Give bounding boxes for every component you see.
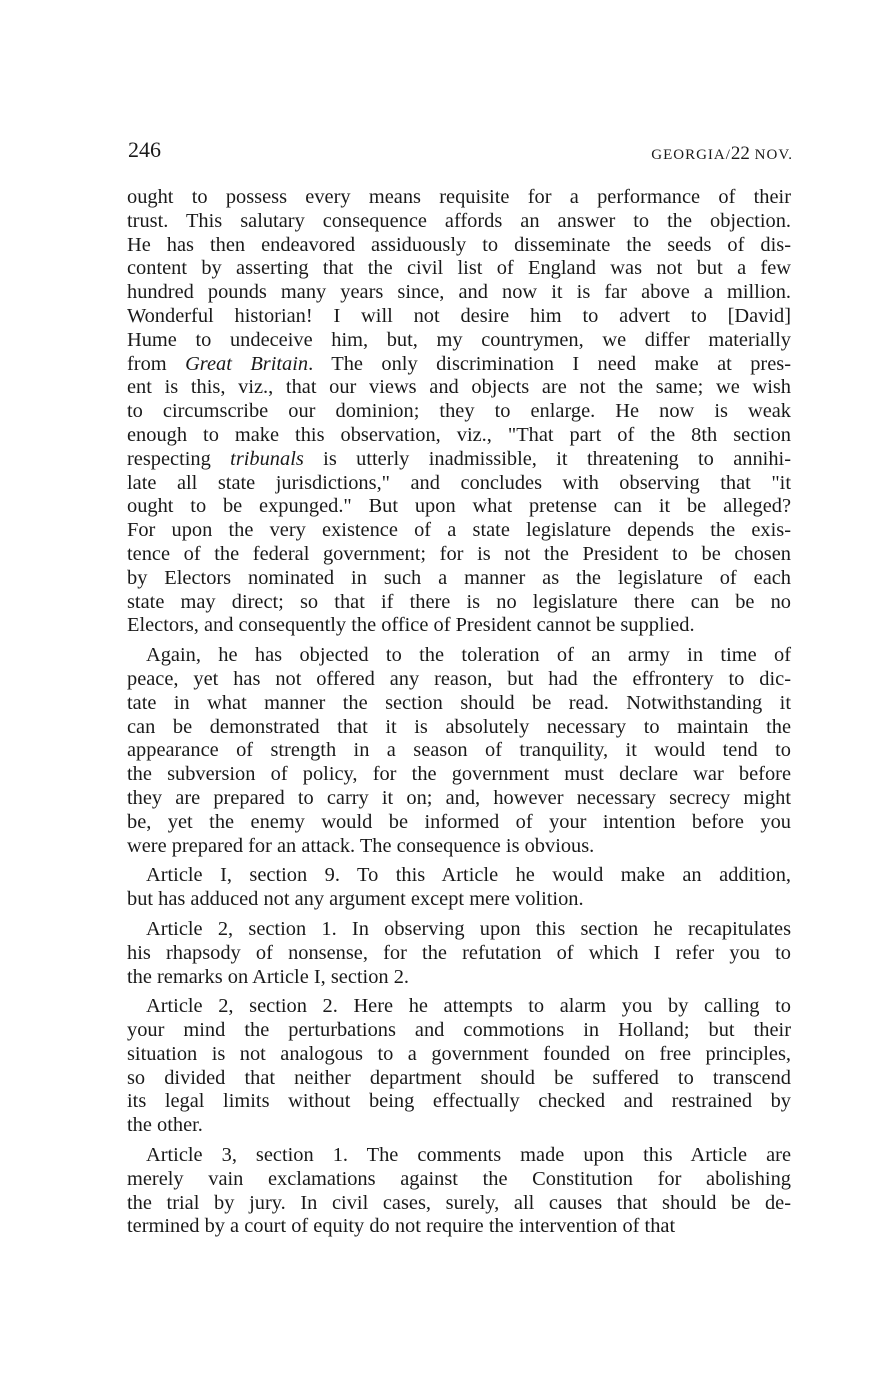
text-line: merely vain exclamations against the Constitution for abolishing	[127, 1167, 791, 1190]
text-line: late all state jurisdictions," and concludes with observing that "it	[127, 471, 791, 494]
paragraph	[127, 864, 791, 912]
text-line: his rhapsody of nonsense, for the refutation of which I refer you to	[127, 941, 791, 964]
text-line: the trial by jury. In civil cases, surely, all causes that should be de-	[127, 1191, 791, 1214]
paragraph	[127, 1144, 791, 1239]
text-line: Electors, and consequently the office of President cannot be supplied.	[127, 614, 695, 637]
text-line: tate in what manner the section should be read. Notwithstanding it	[127, 691, 791, 714]
text-line: Article 3, section 1. The comments made upon this Article are	[146, 1144, 791, 1167]
body-text	[127, 186, 791, 1245]
text-line: can be demonstrated that it is absolutely necessary to maintain the	[127, 715, 791, 738]
text-line: the remarks on Article I, section 2.	[127, 965, 409, 988]
text-line: content by asserting that the civil list of England was not but a few	[127, 257, 791, 280]
text-line: respecting tribunals is utterly inadmissible, it threatening to annihi-	[127, 447, 791, 470]
paragraph	[127, 995, 791, 1138]
text-line: be, yet the enemy would be informed of your intention before you	[127, 810, 791, 833]
text-line: were prepared for an attack. The consequence is obvious.	[127, 834, 595, 857]
text-line: to circumscribe our dominion; they to enlarge. He now is weak	[127, 400, 791, 423]
text-line: Again, he has objected to the toleration of an army in time of	[146, 644, 791, 667]
text-line: situation is not analogous to a government founded on free principles,	[127, 1042, 791, 1065]
text-line: but has adduced not any argument except mere volition.	[127, 888, 584, 911]
paragraph	[127, 918, 791, 989]
text-line: from Great Britain. The only discrimination I need make at pres-	[127, 352, 791, 375]
running-head-month: NOV.	[749, 147, 793, 163]
page-number: 246	[128, 137, 161, 162]
text-line: appearance of strength in a season of tranquility, it would tend to	[127, 739, 791, 762]
running-head	[651, 145, 793, 164]
text-line: Hume to undeceive him, but, my countrymen, we differ materially	[127, 328, 791, 351]
text-line: they are prepared to carry it on; and, however necessary secrecy might	[127, 786, 791, 809]
text-line: by Electors nominated in such a manner as the legislature of each	[127, 566, 791, 589]
text-line: state may direct; so that if there is no legislature there can be no	[127, 590, 791, 613]
text-line: its legal limits without being effectually checked and restrained by	[127, 1090, 791, 1113]
text-line: termined by a court of equity do not require the intervention of that	[127, 1215, 676, 1238]
text-line: peace, yet has not offered any reason, but had the effrontery to dic-	[127, 667, 791, 690]
text-line: hundred pounds many years since, and now it is far above a million.	[127, 281, 791, 304]
text-line: tence of the federal government; for is not the President to be chosen	[127, 542, 791, 565]
text-line: trust. This salutary consequence affords an answer to the objection.	[127, 209, 791, 232]
text-line: Article I, section 9. To this Article he would make an addition,	[146, 864, 791, 887]
text-line: ought to possess every means requisite for a performance of their	[127, 186, 791, 208]
paragraph	[127, 644, 791, 858]
text-line: enough to make this observation, viz., "That part of the 8th section	[127, 423, 791, 446]
text-line: the other.	[127, 1114, 203, 1137]
text-line: Wonderful historian! I will not desire him to advert to [David]	[127, 304, 791, 327]
running-head-prefix: GEORGIA/	[651, 147, 731, 163]
text-line: Article 2, section 2. Here he attempts to alarm you by calling to	[146, 995, 791, 1018]
text-line: He has then endeavored assiduously to disseminate the seeds of dis-	[127, 233, 791, 256]
running-head-day: 22	[730, 143, 750, 164]
text-line: ent is this, viz., that our views and objects are not the same; we wish	[127, 376, 791, 399]
text-line: so divided that neither department should be suffered to transcend	[127, 1066, 791, 1089]
text-line: your mind the perturbations and commotions in Holland; but their	[127, 1019, 791, 1042]
text-line: the subversion of policy, for the government must declare war before	[127, 763, 791, 786]
text-line: Article 2, section 1. In observing upon this section he recapitulates	[146, 917, 791, 940]
text-line: ought to be expunged." But upon what pretense can it be alleged?	[127, 495, 791, 518]
text-line: For upon the very existence of a state legislature depends the exis-	[127, 519, 791, 542]
paragraph	[127, 186, 791, 638]
